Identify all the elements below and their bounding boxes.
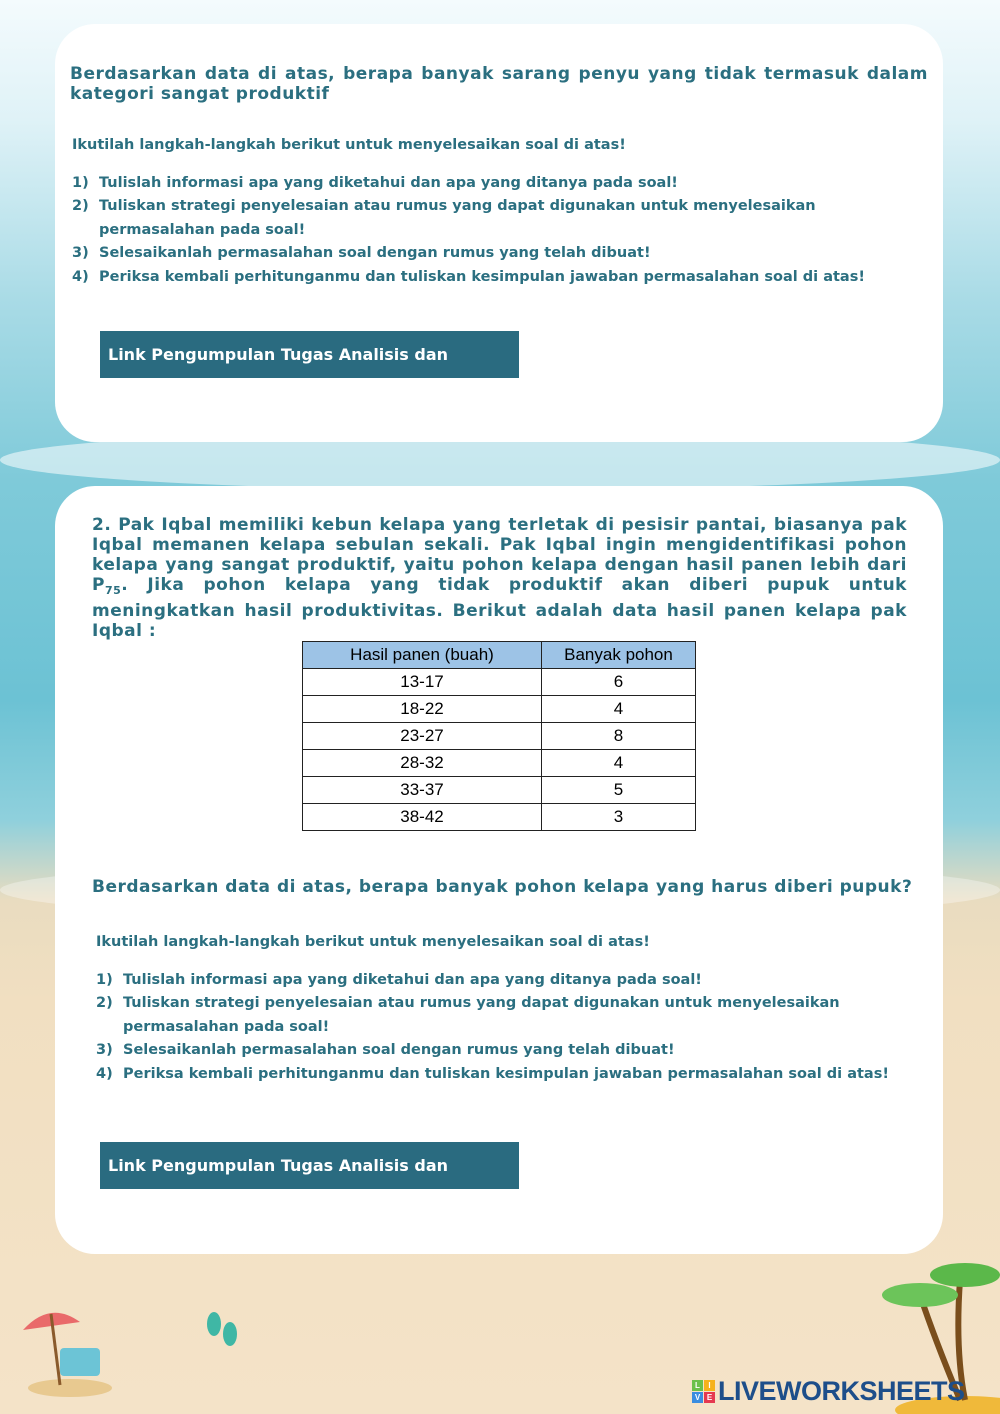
table-header-row	[303, 642, 696, 669]
step-text: Periksa kembali perhitunganmu dan tuliskan kesimpulan jawaban permasalahan soal di atas!	[123, 1065, 889, 1082]
step-number: 1)	[96, 971, 113, 988]
steps-list	[96, 931, 956, 1086]
column-header: Banyak pohon	[542, 642, 696, 669]
logo-letter: V	[692, 1392, 703, 1403]
step-number: 3)	[96, 1042, 113, 1058]
step-text: Tuliskan strategi penyelesaian atau rumus yang dapat digunakan untuk menyelesaikan permasalahan pada soal!	[99, 198, 816, 238]
step-number: 3)	[72, 245, 89, 261]
logo-mark	[692, 1380, 715, 1403]
table-cell: 23-27	[303, 723, 542, 750]
step-text: Selesaikanlah permasalahan soal dengan rumus yang telah dibuat!	[123, 1042, 675, 1058]
step-number: 1)	[72, 174, 89, 191]
table-cell: 13-17	[303, 669, 542, 696]
step-item	[96, 992, 956, 1039]
step-item	[96, 969, 956, 993]
step-item	[72, 266, 932, 290]
beach-umbrella-icon	[15, 1300, 115, 1400]
step-number: 2)	[96, 995, 113, 1011]
table-row	[303, 696, 696, 723]
table-row	[303, 777, 696, 804]
table-cell: 8	[542, 723, 696, 750]
harvest-data-table	[302, 641, 696, 831]
steps-list	[72, 134, 932, 289]
column-header: Hasil panen (buah)	[303, 642, 542, 669]
liveworksheets-logo	[692, 1376, 965, 1407]
question-text: Berdasarkan data di atas, berapa banyak sarang penyu yang tidak termasuk dalam kategori sangat produktif	[70, 64, 928, 104]
step-number: 4)	[96, 1065, 113, 1082]
table-cell: 4	[542, 750, 696, 777]
step-item	[72, 172, 932, 196]
problem-text-part1: 2. Pak Iqbal memiliki kebun kelapa yang terletak di pesisir pantai, biasanya pak Iqbal memanen kelapa sebulan sekali. Pak Iqbal ingin mengidentifikasi pohon kelapa yang sangat produktif, yaitu pohon kelapa dengan hasil panen lebih dari P	[92, 515, 907, 595]
step-item	[72, 242, 932, 266]
table-row	[303, 750, 696, 777]
step-text: Tulislah informasi apa yang diketahui dan apa yang ditanya pada soal!	[99, 174, 678, 191]
step-item	[72, 195, 932, 242]
table-cell: 6	[542, 669, 696, 696]
step-text: Tuliskan strategi penyelesaian atau rumus yang dapat digunakan untuk menyelesaikan permasalahan pada soal!	[123, 995, 840, 1035]
table-cell: 38-42	[303, 804, 542, 831]
step-text: Selesaikanlah permasalahan soal dengan rumus yang telah dibuat!	[99, 245, 651, 261]
submission-link-button[interactable]: Link Pengumpulan Tugas Analisis dan Evaluasi	[100, 1142, 519, 1189]
logo-letter: L	[692, 1380, 703, 1391]
question-text: Berdasarkan data di atas, berapa banyak pohon kelapa yang harus diberi pupuk?	[92, 877, 913, 897]
table-cell: 3	[542, 804, 696, 831]
table-cell: 5	[542, 777, 696, 804]
table-cell: 28-32	[303, 750, 542, 777]
table-row	[303, 723, 696, 750]
logo-text: LIVEWORKSHEETS	[718, 1376, 965, 1406]
steps-intro: Ikutilah langkah-langkah berikut untuk menyelesaikan soal di atas!	[96, 934, 650, 950]
step-text: Tulislah informasi apa yang diketahui dan apa yang ditanya pada soal!	[123, 971, 702, 988]
submission-link-button[interactable]: Link Pengumpulan Tugas Analisis dan Evaluasi	[100, 331, 519, 378]
step-item	[96, 1039, 956, 1063]
percentile-subscript: 75	[104, 584, 122, 597]
table-cell: 4	[542, 696, 696, 723]
table-cell: 18-22	[303, 696, 542, 723]
step-text: Periksa kembali perhitunganmu dan tuliskan kesimpulan jawaban permasalahan soal di atas!	[99, 268, 865, 285]
step-number: 2)	[72, 198, 89, 214]
logo-letter: E	[704, 1392, 715, 1403]
step-item	[96, 1063, 956, 1087]
step-number: 4)	[72, 268, 89, 285]
table-row	[303, 669, 696, 696]
table-row	[303, 804, 696, 831]
problem-text	[92, 515, 907, 641]
flip-flops-icon	[200, 1308, 245, 1353]
logo-letter: I	[704, 1380, 715, 1391]
steps-intro: Ikutilah langkah-langkah berikut untuk menyelesaikan soal di atas!	[72, 137, 626, 153]
table-cell: 33-37	[303, 777, 542, 804]
problem-text-part2: . Jika pohon kelapa yang tidak produktif akan diberi pupuk untuk meningkatkan hasil produktivitas. Berikut adalah data hasil panen kelapa pak Iqbal :	[92, 575, 907, 641]
